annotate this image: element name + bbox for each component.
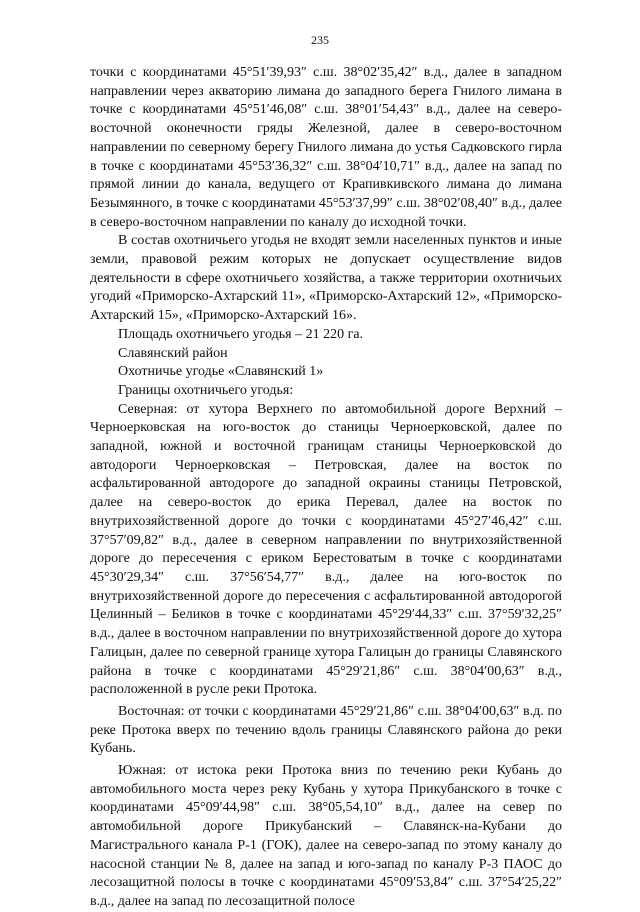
paragraph-north-boundary: Северная: от хутора Верхнего по автомобильной дороге Верхний – Черноерковская на юго-восток до станицы Черноерковской, далее по западной, южной и восточной границам станицы Черноерковской до автодороги Черноерковская – Петровская, далее на восток по асфальтированной автодороге до западной окраины станицы Петровской, далее на северо-восток до ерика Перевал, далее на восток по внутрихозяйственной дороге до точки с координатами 45°27′46,42″ с.ш. 37°57′09,82″ в.д., далее в северном направлении по внутрихозяйственной дороге до пересечения с ериком Берестоватым в точке с координатами 45°30′29,34″ с.ш. 37°56′54,77″ в.д., далее на юго-восток по внутрихозяйственной дороге до пересечения с асфальтированной автодорогой Целинный – Беликов в точке с координатами 45°29′44,33″ с.ш. 37°59′32,25″ в.д., далее в восточном направлении по внутрихозяйственной дороге до хутора Галицын, далее по северной границе хутора Галицын до границы Славянского района в точке с координатами 45°29′21,86″ с.ш. 38°04′00,63″ в.д., расположенной в русле реки Протока. xyxy=(90,401,562,698)
paragraph-boundary-continuation: точки с координатами 45°51′39,93″ с.ш. 38°02′35,42″ в.д., далее в западном направлении через акваторию лимана до западного берега Гнилого лимана в точке с координатами 45°51′46,08″ с.ш. 38°01′54,43″ в.д., далее на северо-восточной оконечности гряды Железной, далее в северо-восточном направлении по северному берегу Гнилого лимана до устья Садковского гирла в точке с координатами 45°53′36,32″ с.ш. 38°04′10,71″ в.д., далее на запад по прямой линии до канала, ведущего от Крапивкивского лимана до лимана Безымянного, в точке с координатами 45°53′37,99″ с.ш. 38°02′08,40″ в.д., далее в северо-восточном направлении по каналу до исходной точки. xyxy=(90,65,562,230)
hunting-land-heading: Охотничье угодье «Славянский 1» xyxy=(118,364,324,380)
paragraph-south-boundary: Южная: от истока реки Протока вниз по течению реки Кубань до автомобильного моста через реку Кубань у хутора Прикубанского в точке с координатами 45°09′44,98″ с.ш. 38°05,54,10″ в.д., далее на север по автомобильной дороге Прикубанский – Славянск-на-Кубани до Магистрального канала Р-1 (ГОК), далее на северо-запад по этому каналу до насосной станции № 8, далее на запад и юго-запад по каналу Р-3 ПАОС до лесозащитной полосы в точке с координатами 45°09′53,84″ с.ш. 37°54′25,22″ в.д., далее на запад по лесозащитной полосе xyxy=(90,763,562,909)
document-body xyxy=(90,64,562,912)
paragraph-east-boundary: Восточная: от точки с координатами 45°29′21,86″ с.ш. 38°04′00,63″ в.д. по реке Протока вверх по течению вдоль границы Славянского района до реки Кубань. xyxy=(90,703,562,757)
page-number: 235 xyxy=(311,33,329,47)
paragraph-area: Площадь охотничьего угодья – 21 220 га. xyxy=(118,326,364,342)
paragraph-boundaries-label: Границы охотничьего угодья: xyxy=(118,382,294,398)
district-heading: Славянский район xyxy=(118,345,228,361)
paragraph-exclusions: В состав охотничьего угодья не входят земли населенных пунктов и иные земли, правовой режим которых не допускает осуществление видов деятельности в сфере охотничьего хозяйства, а также территории охотничьих угодий «Приморско-Ахтарский 11», «Приморско-Ахтарский 12», «Приморско-Ахтарский 15», «Приморско-Ахтарский 16». xyxy=(90,233,562,324)
